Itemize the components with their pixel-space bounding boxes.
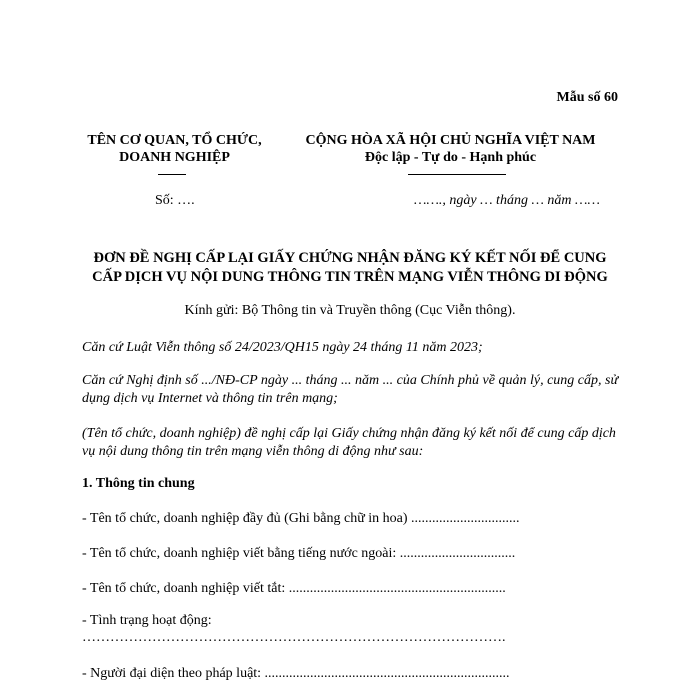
- legal-basis-law: Căn cứ Luật Viễn thông số 24/2023/QH15 ngày 24 tháng 11 năm 2023;: [82, 340, 483, 355]
- document-title-line2: CẤP DỊCH VỤ NỘI DUNG THÔNG TIN TRÊN MẠNG VIỄN THÔNG DI ĐỘNG: [92, 269, 608, 285]
- legal-basis-decree: Căn cứ Nghị định số .../NĐ-CP ngày ... tháng ... năm ... của Chính phủ về quản lý, cung cấp, sử dụng dịch vụ Internet và thông tin trên mạng;: [82, 373, 619, 406]
- document-title-line1: ĐƠN ĐỀ NGHỊ CẤP LẠI GIẤY CHỨNG NHẬN ĐĂNG KÝ KẾT NỐI ĐỂ CUNG: [93, 250, 607, 266]
- request-statement: (Tên tổ chức, doanh nghiệp) đề nghị cấp lại Giấy chứng nhận đăng ký kết nối để cung cấp dịch vụ nội dung thông tin trên mạng viễn thông di động như sau:: [82, 426, 616, 459]
- national-motto: Độc lập - Tự do - Hạnh phúc: [364, 150, 537, 165]
- organization-name-line1: TÊN CƠ QUAN, TỔ CHỨC,: [87, 133, 262, 148]
- field-foreign-name: - Tên tổ chức, doanh nghiệp viết bằng tiếng nước ngoài: .................................: [82, 546, 516, 561]
- right-header-divider: [408, 174, 506, 175]
- section-general-info-title: 1. Thông tin chung: [82, 476, 195, 491]
- field-operating-status: - Tình trạng hoạt động:: [82, 613, 212, 628]
- document-number: Số: ….: [155, 193, 195, 208]
- left-header-divider: [158, 174, 186, 175]
- field-legal-representative: - Người đại diện theo pháp luật: ......................................................................: [82, 666, 510, 681]
- national-name: CỘNG HÒA XÃ HỘI CHỦ NGHĨA VIỆT NAM: [305, 133, 596, 148]
- recipient: Kính gửi: Bộ Thông tin và Truyền thông (Cục Viễn thông).: [184, 303, 516, 318]
- organization-name-header: [82, 132, 267, 166]
- national-motto-header: [283, 132, 618, 166]
- document-title: [60, 249, 640, 287]
- organization-name-line2: DOANH NGHIỆP: [119, 150, 230, 165]
- field-operating-status-blank: ……………………………………………………………………………….: [82, 630, 506, 645]
- form-number: Mẫu số 60: [556, 90, 618, 105]
- field-full-name: - Tên tổ chức, doanh nghiệp đầy đủ (Ghi bằng chữ in hoa) ...............................: [82, 511, 520, 526]
- date-line: ……., ngày … tháng … năm ……: [414, 193, 600, 208]
- field-short-name: - Tên tổ chức, doanh nghiệp viết tắt: ..............................................................: [82, 581, 506, 596]
